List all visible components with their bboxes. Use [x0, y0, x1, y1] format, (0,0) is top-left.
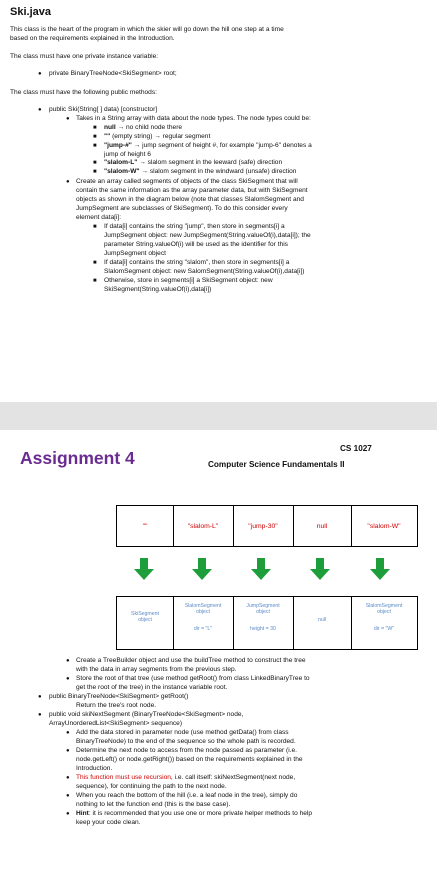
segment-cell: SlalomSegment object dir = "W"	[365, 603, 403, 632]
down-arrow-icon	[134, 558, 154, 580]
bullet: ■	[93, 224, 97, 230]
segment-cell: SkiSegment object	[117, 597, 174, 649]
paragraph: node.getLeft() or node.getRight()) based on the requirements explained in the	[76, 756, 303, 763]
paragraph: When you reach the bottom of the hill (i.e. a leaf node in the tree), simply do	[76, 792, 298, 799]
down-arrow-icon	[370, 558, 390, 580]
bullet: ●	[66, 748, 70, 754]
paragraph: private BinaryTreeNode<SkiSegment> root;	[49, 70, 177, 77]
segment-cell: null	[293, 597, 352, 649]
bullet: ●	[66, 793, 70, 799]
list-item: null → no child node there	[104, 124, 183, 131]
paragraph: jump of height 6	[104, 151, 151, 158]
bullet: ■	[93, 143, 97, 149]
segment-cell: SlalomSegment object dir = "L"	[173, 597, 234, 649]
bullet: ■	[93, 125, 97, 131]
bullet: ■	[93, 260, 97, 266]
page-1	[0, 0, 437, 402]
paragraph: Create an array called segments of objects of the class SkiSegment that will	[76, 178, 298, 185]
list-item: "" (empty string) → regular segment	[104, 133, 211, 140]
paragraph: public void skiNextSegment (BinaryTreeNode<SkiSegment> node,	[49, 711, 244, 718]
paragraph: Otherwise, store in segments[i] a SkiSegment object: new	[104, 277, 273, 284]
paragraph: Return the tree's root node.	[76, 702, 157, 709]
paragraph: This function must use recursion, i.e. call itself: skiNextSegment(next node,	[76, 774, 296, 781]
paragraph: The class must have the following public methods:	[10, 89, 157, 96]
bullet: ●	[66, 179, 70, 185]
bullet: ■	[93, 278, 97, 284]
bullet: ●	[38, 694, 42, 700]
segments-array	[116, 596, 418, 650]
paragraph: SkiSegment(String.valueOf(i),data[i])	[104, 286, 212, 293]
paragraph: public BinaryTreeNode<SkiSegment> getRoot()	[49, 693, 189, 700]
bullet: ●	[66, 658, 70, 664]
page-2	[0, 430, 437, 877]
data-cell: "slalom-L"	[173, 506, 234, 546]
paragraph: Add the data stored in parameter node (use method getData() from class	[76, 729, 289, 736]
data-cell: null	[293, 506, 352, 546]
paragraph: nothing to let the function end (this is the base case).	[76, 801, 231, 808]
paragraph: public Ski(String[ ] data) [constructor]	[49, 106, 158, 113]
paragraph: BinaryTreeNode) to the end of the sequence so the whole path is recorded.	[76, 738, 296, 745]
segment-cell: JumpSegment object height = 30	[233, 597, 294, 649]
list-item: "slalom-L" → slalom segment in the leeward (safe) direction	[104, 159, 283, 166]
paragraph: sequence), for continuing the path to the next node.	[76, 783, 227, 790]
down-arrow-icon	[192, 558, 212, 580]
bullet: ■	[93, 169, 97, 175]
paragraph: Hint: it is recommended that you use one or more private helper methods to help	[76, 810, 313, 817]
bullet: ●	[66, 775, 70, 781]
paragraph: ArrayUnorderedList<SkiSegment> sequence)	[49, 720, 183, 727]
paragraph: The class must have one private instance variable:	[10, 53, 159, 60]
bullet: ●	[38, 107, 42, 113]
paragraph: based on the requirements explained in the Introduction.	[10, 35, 175, 42]
bullet: ●	[66, 811, 70, 817]
paragraph: JumpSegment object: new JumpSegment(String.valueOf(i),data[i]); the	[104, 232, 311, 239]
paragraph: This class is the heart of the program in which the skier will go down the hill one step at a time	[10, 26, 284, 33]
paragraph: Create a TreeBuilder object and use the buildTree method to construct the tree	[76, 657, 306, 664]
bullet: ●	[38, 712, 42, 718]
paragraph: objects as shown in the diagram below (note that classes SlalomSegment and	[76, 196, 304, 203]
paragraph: get the root of the tree) in the instance variable root.	[76, 684, 228, 691]
bullet: ●	[66, 116, 70, 122]
paragraph: If data[i] contains the string "jump", then store in segments[i] a	[104, 223, 285, 230]
paragraph: Determine the next node to access from the node passed as parameter (i.e.	[76, 747, 298, 754]
data-array	[116, 505, 418, 547]
down-arrow-icon	[310, 558, 330, 580]
course-code: CS 1027	[340, 444, 372, 453]
course-name: Computer Science Fundamentals II	[208, 460, 345, 469]
bullet: ■	[93, 160, 97, 166]
bullet: ●	[66, 676, 70, 682]
bullet: ●	[38, 71, 42, 77]
paragraph: parameter String.valueOf(i) will be used as the identifier for this	[104, 241, 288, 248]
bullet: ■	[93, 134, 97, 140]
paragraph: Introduction.	[76, 765, 113, 772]
list-item: "jump-#" → jump segment of height #, for example "jump-6" denotes a	[104, 142, 312, 149]
bullet: ●	[66, 730, 70, 736]
paragraph: with the data in array segments from the previous step.	[76, 666, 237, 673]
paragraph: contain the same information as the array parameter data, but with SkiSegment	[76, 187, 308, 194]
page-title: Ski.java	[10, 6, 51, 18]
paragraph: SlalomSegment object: new SalomSegment(String.valueOf(i),data[i])	[104, 268, 305, 275]
data-cell: ""	[117, 506, 174, 546]
data-cell: "slalom-W"	[367, 522, 401, 530]
assignment-heading: Assignment 4	[20, 448, 135, 468]
paragraph: JumpSegment are subclasses of SkiSegment). To do this consider every	[76, 205, 288, 212]
paragraph: Store the root of that tree (use method getRoot() from class LinkedBinaryTree to	[76, 675, 310, 682]
down-arrow-icon	[251, 558, 271, 580]
page-separator	[0, 402, 437, 430]
paragraph: element data[i]:	[76, 214, 122, 221]
paragraph: Takes in a String array with data about the node types. The node types could be:	[76, 115, 311, 122]
paragraph: JumpSegment object	[104, 250, 166, 257]
list-item: "slalom-W" → slalom segment in the windward (unsafe) direction	[104, 168, 297, 175]
paragraph: If data[i] contains the string "slalom", then store in segments[i] a	[104, 259, 290, 266]
data-cell: "jump-30"	[233, 506, 294, 546]
paragraph: keep your code clean.	[76, 819, 141, 826]
